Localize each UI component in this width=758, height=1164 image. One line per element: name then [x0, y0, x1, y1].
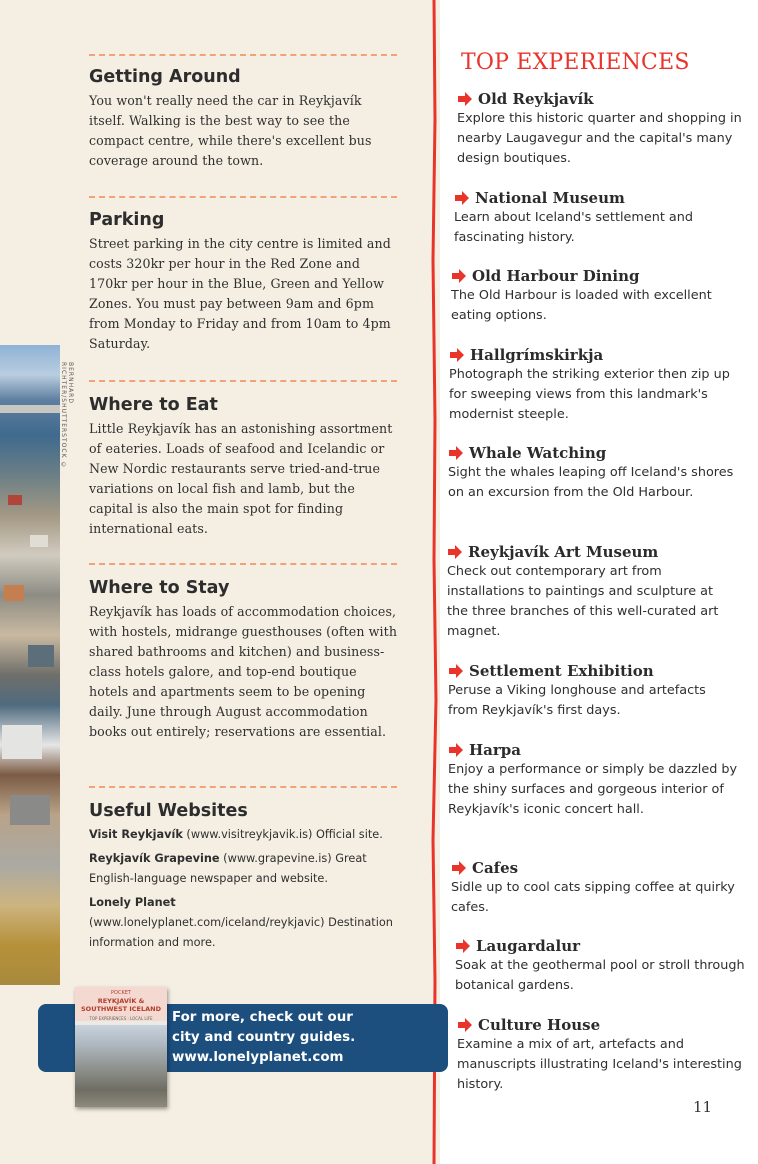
experience-name-row	[455, 936, 745, 956]
arrow-right-icon	[451, 269, 467, 283]
experience-name-row	[457, 89, 747, 109]
arrow-right-icon	[457, 92, 473, 106]
experience-item	[455, 936, 745, 996]
section-divider	[89, 786, 397, 788]
experience-name-row	[454, 188, 744, 208]
experience-item	[447, 542, 737, 642]
section-title: Where to Eat	[89, 395, 218, 415]
experience-name: National Museum	[475, 189, 625, 207]
experience-item	[449, 345, 739, 425]
experience-desc: Soak at the geothermal pool or stroll through botanical gardens.	[455, 958, 745, 993]
experience-desc: Sight the whales leaping off Iceland's shores on an excursion from the Old Harbour.	[448, 465, 734, 500]
experience-desc: The Old Harbour is loaded with excellent eating options.	[451, 288, 712, 323]
website-item	[89, 893, 399, 953]
promo-link[interactable]: www.lonelyplanet.com	[172, 1050, 344, 1065]
section-body: Little Reykjavík has an astonishing assortment of eateries. Loads of seafood and Icelandic or New Nordic restaurants serve tried-and-true variations on local fish and lamb, but the capital is also the main spot for finding international eats.	[89, 421, 393, 536]
arrow-right-icon	[457, 1018, 473, 1032]
experience-item	[451, 266, 741, 326]
section-body: You won't really need the car in Reykjavík itself. Walking is the best way to see the compact centre, while there's excellent bus coverage around the town.	[89, 93, 372, 168]
where-to-eat-section	[89, 394, 399, 539]
section-title: Useful Websites	[89, 801, 248, 821]
experience-name-row	[449, 345, 739, 365]
parking-section	[89, 209, 399, 354]
experience-name: Laugardalur	[476, 937, 580, 955]
experience-item	[448, 443, 738, 503]
reykjavik-aerial-photo	[0, 345, 60, 985]
website-name: Visit Reykjavík	[89, 828, 183, 841]
book-cover-photo	[75, 1025, 167, 1107]
book-title: REYKJAVÍK & SOUTHWEST ICELAND	[81, 997, 161, 1013]
section-body: Street parking in the city centre is limited and costs 320kr per hour in the Red Zone and 170kr per hour in the Blue, Green and Yellow Zones. You must pay between 9am and 6pm from Monday to Friday and from 10am to 4pm Saturday.	[89, 236, 391, 351]
top-experiences-heading: TOP EXPERIENCES	[461, 50, 690, 75]
experience-item	[457, 1015, 747, 1095]
arrow-right-icon	[455, 939, 471, 953]
arrow-right-icon	[451, 861, 467, 875]
experience-desc: Photograph the striking exterior then zip up for sweeping views from this landmark's modernist steeple.	[449, 367, 730, 422]
experience-desc: Enjoy a performance or simply be dazzled by the shiny surfaces and gorgeous interior of Reykjavík's iconic concert hall.	[448, 762, 738, 817]
experience-item	[457, 89, 747, 169]
arrow-right-icon	[449, 348, 465, 362]
experience-name-row	[451, 858, 741, 878]
experience-name-row	[457, 1015, 747, 1035]
experience-desc: Explore this historic quarter and shopping in nearby Laugavegur and the capital's many design boutiques.	[457, 111, 742, 166]
book-tag: POCKET	[111, 990, 131, 996]
experience-name-row	[448, 443, 738, 463]
website-name: Reykjavík Grapevine	[89, 852, 220, 865]
red-divider-line	[430, 0, 438, 1164]
website-detail: (www.lonelyplanet.com/iceland/reykjavic) Destination information and more.	[89, 916, 393, 949]
experience-name-row	[448, 661, 738, 681]
section-title: Getting Around	[89, 67, 241, 87]
promo-text	[172, 1008, 412, 1068]
experience-name: Whale Watching	[469, 444, 607, 462]
arrow-right-icon	[454, 191, 470, 205]
experience-name: Settlement Exhibition	[469, 662, 654, 680]
website-detail: (www.visitreykjavik.is) Official site.	[182, 828, 383, 841]
promo-line: city and country guides.	[172, 1030, 356, 1045]
experience-item	[448, 661, 738, 721]
useful-websites-section	[89, 800, 399, 957]
experience-desc: Check out contemporary art from installations to paintings and sculpture at the three branches of this well-curated art magnet.	[447, 564, 719, 639]
section-title: Where to Stay	[89, 578, 230, 598]
experience-name-row	[451, 266, 741, 286]
experience-item	[454, 188, 744, 248]
experience-desc: Examine a mix of art, artefacts and manuscripts illustrating Iceland's interesting history.	[457, 1037, 742, 1092]
where-to-stay-section	[89, 577, 399, 742]
book-subtitle: TOP EXPERIENCES · LOCAL LIFE	[89, 1016, 153, 1021]
website-detail: (www.grapevine.is) Great English-language newspaper and website.	[89, 852, 367, 885]
promo-line: For more, check out our	[172, 1010, 353, 1025]
website-item	[89, 849, 399, 889]
section-title: Parking	[89, 210, 165, 230]
website-name: Lonely Planet	[89, 896, 176, 909]
getting-around-section	[89, 66, 399, 171]
experience-name: Old Reykjavík	[478, 90, 594, 108]
experience-name-row	[448, 740, 738, 760]
experience-name: Culture House	[478, 1016, 601, 1034]
experience-name: Cafes	[472, 859, 519, 877]
arrow-right-icon	[447, 545, 463, 559]
photo-credit: BERNHARD RICHTER/SHUTTERSTOCK ©	[60, 362, 74, 470]
section-body: Reykjavík has loads of accommodation choices, with hostels, midrange guesthouses (often with shared bathrooms and kitchen) and business-class hotels galore, and top-end boutique hotels and apartments seem to be opening daily. June through August accommodation books out entirely; reservations are essential.	[89, 604, 398, 739]
experience-name: Old Harbour Dining	[472, 267, 640, 285]
experience-name: Harpa	[469, 741, 522, 759]
experience-name: Hallgrímskirkja	[470, 346, 604, 364]
experience-desc: Peruse a Viking longhouse and artefacts from Reykjavík's first days.	[448, 683, 706, 718]
experience-desc: Sidle up to cool cats sipping coffee at quirky cafes.	[451, 880, 735, 915]
experience-name: Reykjavík Art Museum	[468, 543, 659, 561]
experience-item	[451, 858, 741, 918]
section-divider	[89, 54, 397, 56]
page-number: 11	[693, 1098, 713, 1116]
experience-item	[448, 740, 738, 820]
website-item	[89, 825, 399, 845]
arrow-right-icon	[448, 664, 464, 678]
arrow-right-icon	[448, 446, 464, 460]
experience-name-row	[447, 542, 737, 562]
guidebook-cover-image	[75, 987, 167, 1107]
experience-desc: Learn about Iceland's settlement and fascinating history.	[454, 210, 694, 245]
section-divider	[89, 196, 397, 198]
arrow-right-icon	[448, 743, 464, 757]
section-divider	[89, 563, 397, 565]
section-divider	[89, 380, 397, 382]
